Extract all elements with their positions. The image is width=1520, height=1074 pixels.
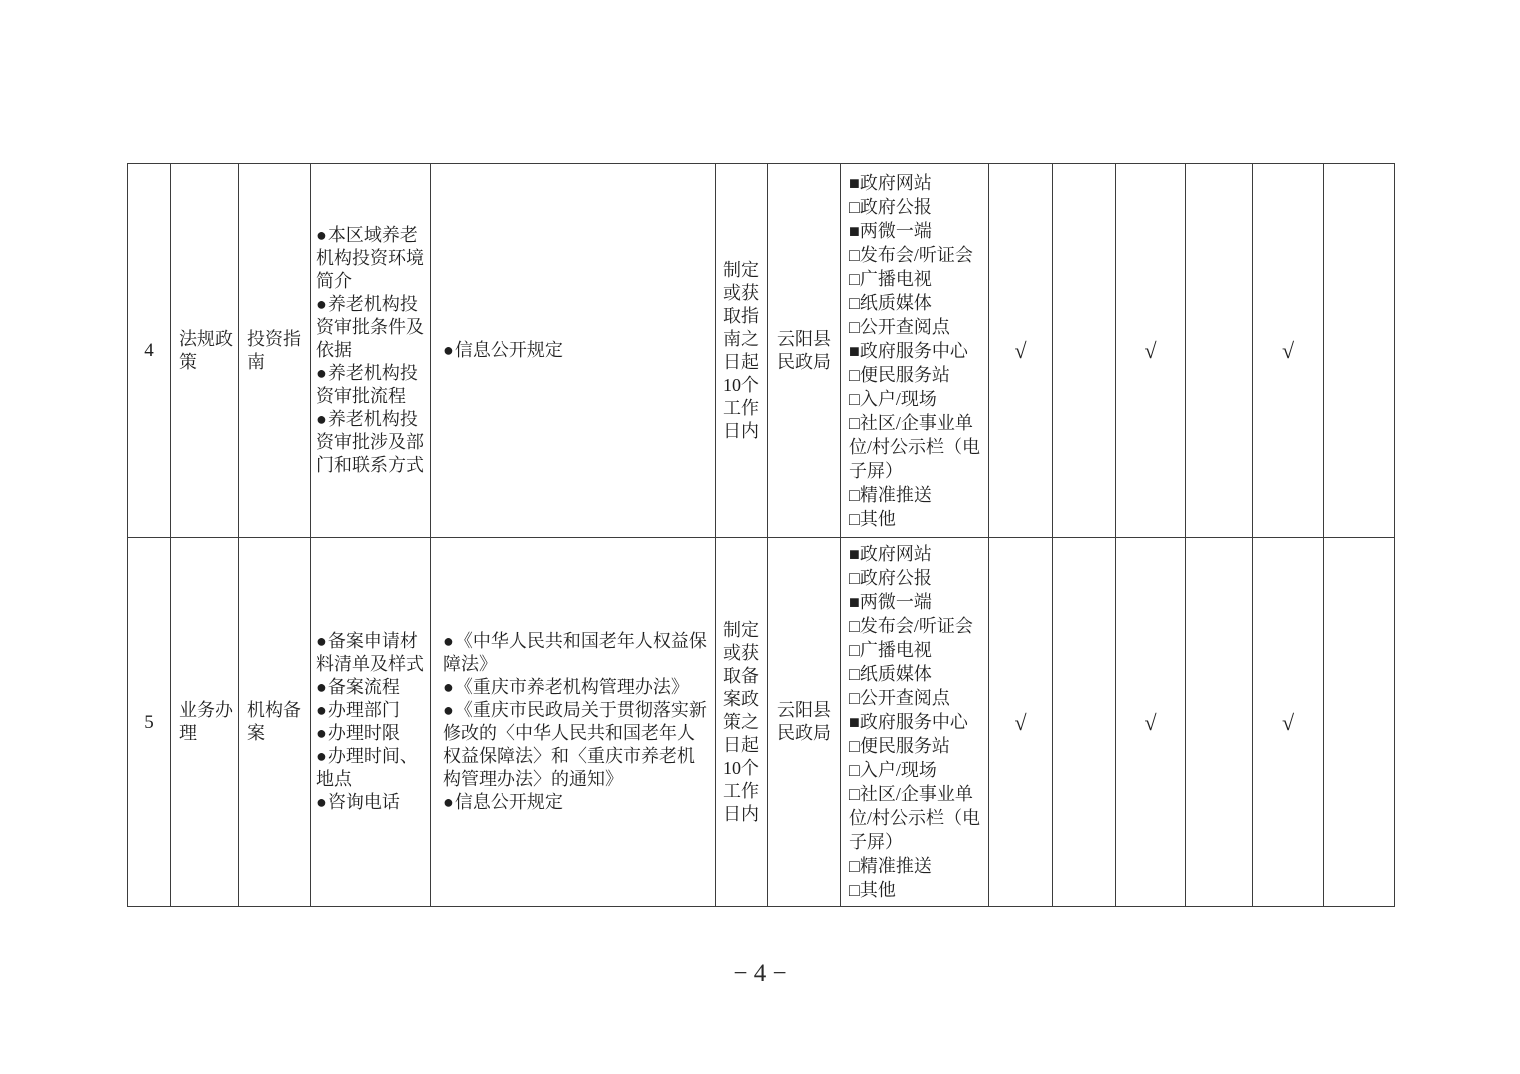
bullet-icon: ● (443, 700, 455, 720)
channel-item (849, 878, 986, 902)
checkbox-icon: □ (849, 268, 860, 289)
channel-label: 政府网站 (859, 172, 932, 193)
channel-label: 社区/企事业单位/村公示栏（电子屏） (849, 784, 981, 852)
channel-label: 纸质媒体 (859, 292, 932, 313)
check-mark-cell (1053, 164, 1116, 538)
content-item (316, 362, 426, 408)
content-item (316, 630, 426, 676)
bullet-icon: ● (316, 409, 328, 429)
channel-item (849, 686, 986, 710)
bullet-icon: ● (316, 294, 328, 314)
bullet-icon: ● (316, 746, 328, 766)
content-item (316, 293, 426, 362)
checkbox-icon: ■ (849, 544, 860, 564)
channel-item (849, 315, 986, 339)
channel-label: 广播电视 (859, 268, 932, 289)
checkbox-icon: □ (849, 388, 860, 409)
channel-label: 纸质媒体 (859, 664, 932, 684)
content-item (316, 699, 426, 722)
basis-cell (431, 164, 716, 538)
channel-item (849, 710, 986, 734)
bullet-icon: ● (316, 700, 328, 720)
channel-label: 公开查阅点 (859, 316, 950, 337)
checkbox-icon: □ (849, 688, 860, 708)
basis-item-text: 《中华人民共和国老年人权益保障法》 (443, 631, 707, 674)
channel-label: 便民服务站 (859, 736, 950, 756)
channel-item (849, 566, 986, 590)
channel-label: 社区/企事业单位/村公示栏（电子屏） (849, 412, 981, 481)
bullet-icon: ● (443, 340, 455, 360)
channel-item (849, 614, 986, 638)
channel-label: 发布会/听证会 (859, 616, 973, 636)
subcategory-cell: 机构备案 (239, 538, 311, 907)
basis-item-text: 信息公开规定 (454, 792, 563, 812)
checkbox-icon: ■ (849, 712, 860, 732)
channel-item (849, 267, 986, 291)
department-cell: 云阳县民政局 (768, 538, 841, 907)
checkbox-icon: □ (849, 736, 860, 756)
check-mark-cell (1186, 164, 1253, 538)
channel-item (849, 734, 986, 758)
check-mark-cell: √ (989, 538, 1053, 907)
basis-item-text: 《重庆市养老机构管理办法》 (454, 677, 689, 697)
bullet-icon: ● (316, 631, 328, 651)
check-mark-cell: √ (1116, 538, 1186, 907)
time-limit-cell: 制定或获取备案政策之日起10个工作日内 (716, 538, 768, 907)
channel-label: 入户/现场 (859, 388, 937, 409)
channel-label: 入户/现场 (859, 760, 937, 780)
channel-label: 广播电视 (859, 640, 932, 660)
basis-item (443, 791, 709, 814)
channel-item (849, 171, 986, 195)
bullet-icon: ● (316, 723, 328, 743)
channels-cell (841, 164, 989, 538)
category-cell: 法规政策 (171, 164, 239, 538)
check-mark-cell (1324, 164, 1395, 538)
content-item-text: 养老机构投资审批条件及依据 (316, 294, 424, 360)
checkbox-icon: □ (849, 760, 860, 780)
content-item-text: 本区域养老机构投资环境简介 (316, 225, 424, 291)
content-item (316, 791, 426, 814)
checkbox-icon: ■ (849, 172, 860, 193)
check-mark-cell: √ (1116, 164, 1186, 538)
channel-item (849, 339, 986, 363)
content-item (316, 408, 426, 477)
checkbox-icon: ■ (849, 220, 860, 241)
checkbox-icon: □ (849, 412, 860, 433)
bullet-icon: ● (443, 677, 455, 697)
channel-item (849, 243, 986, 267)
checkbox-icon: □ (849, 244, 860, 265)
channel-item (849, 854, 986, 878)
content-item (316, 722, 426, 745)
checkbox-icon: □ (849, 364, 860, 385)
checkbox-icon: □ (849, 292, 860, 313)
page-number: − 4 − (733, 960, 787, 987)
checkbox-icon: □ (849, 196, 860, 217)
channel-item (849, 590, 986, 614)
channel-item (849, 291, 986, 315)
checkbox-icon: ■ (849, 592, 860, 612)
content-item (316, 224, 426, 293)
department-cell: 云阳县民政局 (768, 164, 841, 538)
channel-item (849, 363, 986, 387)
channel-item (849, 542, 986, 566)
content-item-text: 咨询电话 (327, 792, 400, 812)
check-mark-cell (1186, 538, 1253, 907)
bullet-icon: ● (316, 792, 328, 812)
channel-item (849, 483, 986, 507)
basis-item-text: 信息公开规定 (454, 340, 563, 360)
bullet-icon: ● (316, 363, 328, 383)
bullet-icon: ● (443, 792, 455, 812)
channel-item (849, 638, 986, 662)
channel-label: 政府公报 (859, 568, 932, 588)
basis-item (443, 630, 709, 676)
check-mark-cell (1053, 538, 1116, 907)
content-item (316, 676, 426, 699)
seq-cell: 5 (128, 538, 171, 907)
channel-item (849, 782, 986, 854)
content-item-text: 养老机构投资审批流程 (316, 363, 418, 406)
checkbox-icon: □ (849, 484, 860, 505)
content-item (316, 745, 426, 791)
disclosure-directory-table (127, 163, 1395, 907)
channel-label: 便民服务站 (859, 364, 950, 385)
channel-item (849, 219, 986, 243)
channel-item (849, 662, 986, 686)
bullet-icon: ● (316, 677, 328, 697)
content-item-text: 备案申请材料清单及样式 (316, 631, 424, 674)
channel-item (849, 195, 986, 219)
checkbox-icon: □ (849, 568, 860, 588)
bullet-icon: ● (316, 225, 328, 245)
channel-item (849, 387, 986, 411)
channel-label: 精准推送 (859, 484, 932, 505)
channel-label: 两微一端 (859, 592, 932, 612)
channels-cell (841, 538, 989, 907)
seq-cell: 4 (128, 164, 171, 538)
check-mark-cell: √ (989, 164, 1053, 538)
channel-label: 政府服务中心 (859, 340, 968, 361)
basis-item (443, 699, 709, 791)
subcategory-cell: 投资指南 (239, 164, 311, 538)
content-item-text: 办理时限 (327, 723, 400, 743)
checkbox-icon: □ (849, 616, 860, 636)
checkbox-icon: □ (849, 640, 860, 660)
check-mark-cell: √ (1253, 538, 1324, 907)
check-mark-cell: √ (1253, 164, 1324, 538)
basis-cell (431, 538, 716, 907)
content-item-text: 备案流程 (327, 677, 400, 697)
checkbox-icon: □ (849, 880, 860, 900)
basis-item (443, 676, 709, 699)
checkbox-icon: ■ (849, 340, 860, 361)
basis-item (443, 339, 709, 362)
table-row (128, 538, 1395, 907)
time-limit-cell: 制定或获取指南之日起10个工作日内 (716, 164, 768, 538)
category-cell: 业务办理 (171, 538, 239, 907)
table-row (128, 164, 1395, 538)
checkbox-icon: □ (849, 508, 860, 529)
basis-item-text: 《重庆市民政局关于贯彻落实新修改的〈中华人民共和国老年人权益保障法〉和〈重庆市养老机构管理办法〉的通知》 (443, 700, 707, 789)
checkbox-icon: □ (849, 784, 860, 804)
content-cell (311, 164, 431, 538)
channel-label: 两微一端 (859, 220, 932, 241)
channel-item (849, 507, 986, 531)
checkbox-icon: □ (849, 856, 860, 876)
content-item-text: 养老机构投资审批涉及部门和联系方式 (316, 409, 424, 475)
channel-label: 政府网站 (859, 544, 932, 564)
checkbox-icon: □ (849, 664, 860, 684)
channel-label: 其他 (859, 880, 896, 900)
channel-label: 政府公报 (859, 196, 932, 217)
content-item-text: 办理部门 (327, 700, 400, 720)
check-mark-cell (1324, 538, 1395, 907)
content-item-text: 办理时间、地点 (316, 746, 418, 789)
channel-label: 公开查阅点 (859, 688, 950, 708)
channel-item (849, 411, 986, 483)
channel-label: 政府服务中心 (859, 712, 968, 732)
channel-label: 发布会/听证会 (859, 244, 973, 265)
checkbox-icon: □ (849, 316, 860, 337)
content-cell (311, 538, 431, 907)
channel-label: 精准推送 (859, 856, 932, 876)
bullet-icon: ● (443, 631, 455, 651)
channel-label: 其他 (859, 508, 896, 529)
channel-item (849, 758, 986, 782)
